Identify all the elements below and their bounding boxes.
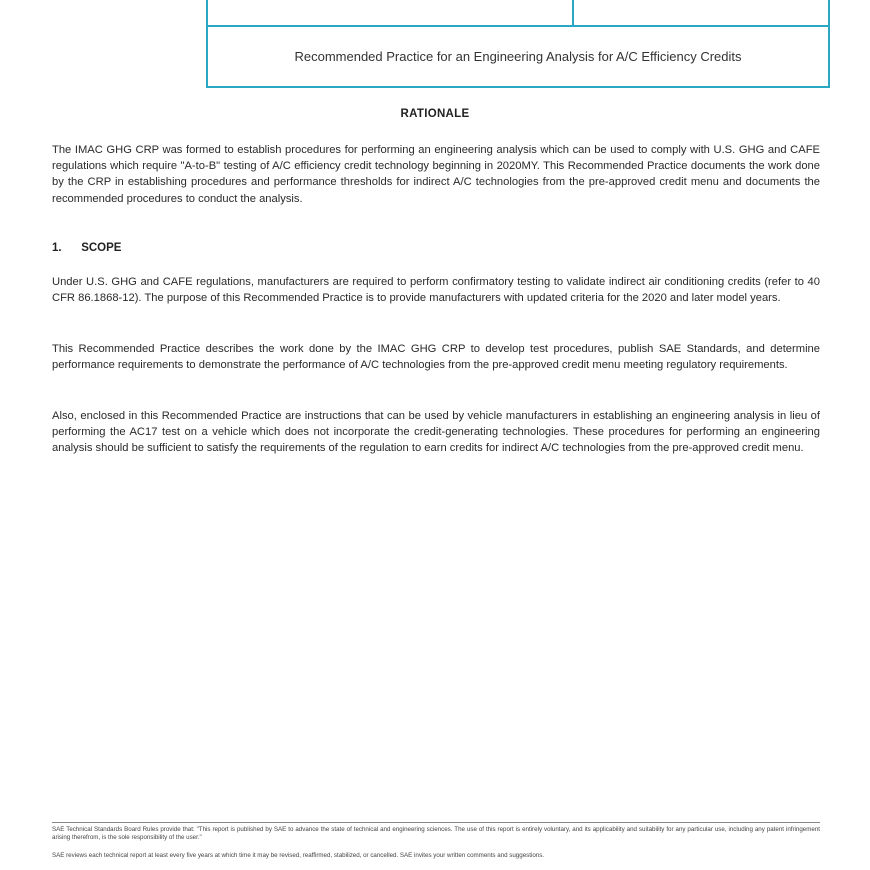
scope-paragraph-1: Under U.S. GHG and CAFE regulations, manufacturers are required to perform confirmatory testing to validate indirect air conditioning credits (refer to 40 CFR 86.1868-12). The purpose of this Recommended Practice is to provide manufacturers with updated criteria for the 2020 and later model years.: [52, 276, 820, 305]
rationale-heading: RATIONALE: [400, 108, 470, 120]
header-divider: [572, 0, 574, 27]
scope-paragraph-2: This Recommended Practice describes the work done by the IMAC GHG CRP to develop test procedures, publish SAE Standards, and determine performance requirements to demonstrate the performance of A/C technologies from the pre-approved credit menu meeting regulatory requirements.: [52, 343, 820, 372]
section-title: SCOPE: [81, 242, 122, 254]
document-title: Recommended Practice for an Engineering Analysis for A/C Efficiency Credits: [294, 49, 742, 64]
footer-notice: SAE Technical Standards Board Rules provide that: "This report is published by SAE to advance the state of technical and engineering sciences. The use of this report is entirely voluntary, and its applicability and suitability for any particular use, including any patent infringement arising therefrom, is the sole responsibility of the user.": [52, 826, 820, 841]
section-number: 1.: [52, 242, 62, 254]
document-header-box: [206, 0, 830, 88]
footer-review-notice: SAE reviews each technical report at least every five years at which time it may be revised, reaffirmed, stabilized, or cancelled. SAE invites your written comments and suggestions.: [52, 852, 545, 859]
header-top-row: [208, 0, 828, 27]
rationale-paragraph: The IMAC GHG CRP was formed to establish procedures for performing an engineering analysis which can be used to comply with U.S. GHG and CAFE regulations which require "A-to-B" testing of A/C efficiency credit technology beginning in 2020MY. This Recommended Practice documents the work done by the CRP in establishing procedures and performance thresholds for indirect A/C technologies from the pre-approved credit menu and documents the recommended procedures to conduct the analysis.: [52, 144, 820, 205]
scope-paragraph-3: Also, enclosed in this Recommended Practice are instructions that can be used by vehicle manufacturers in establishing an engineering analysis in lieu of performing the AC17 test on a vehicle which does not incorporate the credit-generating technologies. These procedures for performing an engineering analysis should be sufficient to satisfy the requirements of the regulation to earn credits for indirect A/C technologies from the pre-approved credit menu.: [52, 410, 820, 455]
scope-heading: [52, 242, 121, 254]
footer-rule: [52, 822, 820, 823]
